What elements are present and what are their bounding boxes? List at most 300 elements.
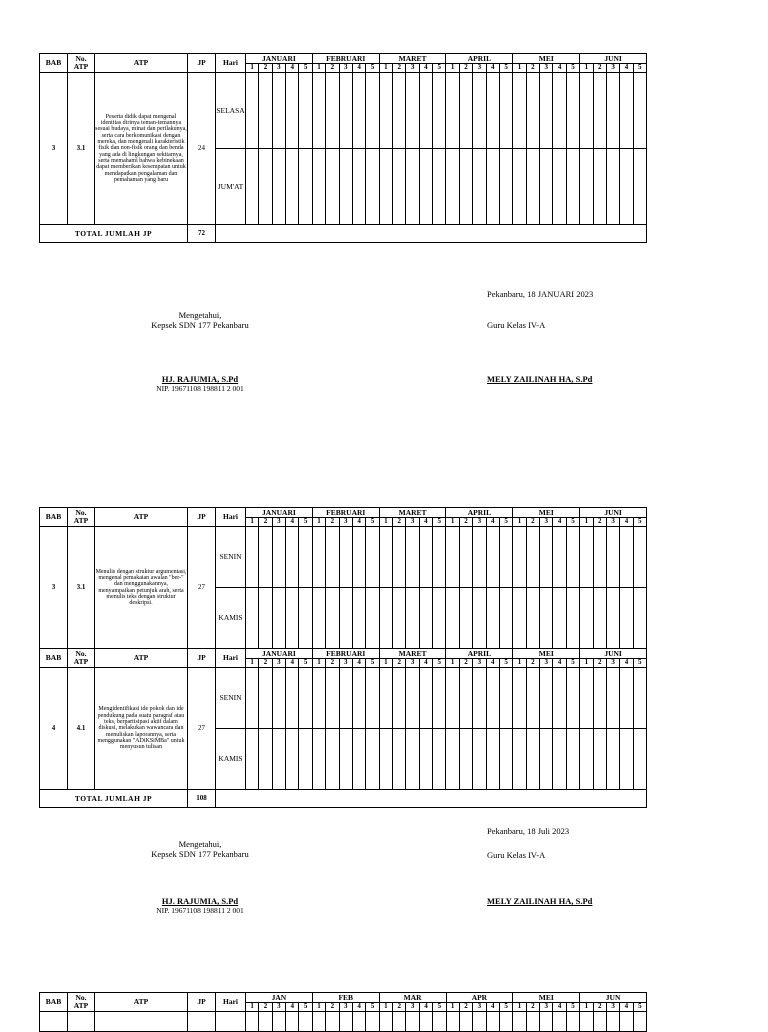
atp-row: [40, 73, 647, 149]
schedule-cell: [326, 527, 339, 588]
schedule-cell: [606, 73, 619, 149]
day-cell: SENIN: [216, 527, 246, 588]
week-number: 4: [352, 518, 365, 527]
atp-number-cell: 3.1: [68, 527, 95, 649]
schedule-cell: [406, 1012, 419, 1032]
schedule-cell: [580, 729, 593, 790]
schedule-cell: [339, 588, 352, 649]
schedule-cell: [459, 668, 472, 729]
schedule-cell: [513, 668, 526, 729]
schedule-cell: [553, 527, 566, 588]
week-number: 3: [606, 518, 619, 527]
principal-name: HJ. RAJUMIA, S.Pd: [161, 374, 239, 384]
schedule-cell: [188, 1012, 216, 1032]
header-bab: BAB: [40, 649, 68, 668]
jp-cell: 27: [188, 668, 216, 790]
schedule-cell: [620, 588, 633, 649]
place-date-1: Pekanbaru, 18 JANUARI 2023: [487, 289, 594, 299]
schedule-cell: [499, 729, 512, 790]
week-number: 2: [459, 659, 472, 668]
schedule-cell: [633, 729, 646, 790]
schedule-cell: [433, 588, 446, 649]
teacher-name: MELY ZAILINAH HA, S.Pd: [487, 374, 593, 384]
schedule-cell: [499, 668, 512, 729]
schedule-cell: [339, 149, 352, 225]
schedule-cell: [379, 729, 392, 790]
month-header: FEB: [312, 993, 379, 1003]
schedule-cell: [246, 527, 259, 588]
week-number: 5: [499, 518, 512, 527]
week-number: 4: [286, 64, 299, 73]
month-header: FEBRUARI: [312, 649, 379, 659]
month-header: FEBRUARI: [312, 54, 379, 64]
schedule-cell: [566, 1012, 579, 1032]
schedule-cell: [393, 729, 406, 790]
month-header: MARET: [379, 508, 446, 518]
schedule-cell: [459, 527, 472, 588]
schedule-cell: [486, 588, 499, 649]
schedule-cell: [459, 1012, 472, 1032]
week-number: 3: [339, 1003, 352, 1012]
month-header: JUN: [580, 993, 647, 1003]
schedule-cell: [513, 729, 526, 790]
schedule-cell: [620, 149, 633, 225]
week-number: 2: [526, 1003, 539, 1012]
schedule-cell: [606, 527, 619, 588]
week-number: 1: [312, 64, 325, 73]
schedule-cell: [499, 73, 512, 149]
schedule-cell: [566, 73, 579, 149]
header-bab: BAB: [40, 993, 68, 1012]
week-number: 3: [406, 518, 419, 527]
week-number: 2: [259, 64, 272, 73]
schedule-cell: [620, 73, 633, 149]
schedule-cell: [286, 729, 299, 790]
week-number: 5: [633, 659, 646, 668]
schedule-cell: [526, 588, 539, 649]
week-number: 5: [299, 659, 312, 668]
schedule-cell: [419, 729, 432, 790]
week-number: 5: [433, 518, 446, 527]
week-number: 1: [513, 64, 526, 73]
schedule-cell: [540, 729, 553, 790]
week-number: 4: [486, 518, 499, 527]
week-number: 2: [326, 518, 339, 527]
schedule-cell: [633, 668, 646, 729]
schedule-cell: [580, 668, 593, 729]
week-number: 5: [299, 1003, 312, 1012]
week-number: 1: [312, 518, 325, 527]
schedule-cell: [580, 149, 593, 225]
place-date-2: Pekanbaru, 18 Juli 2023: [487, 826, 570, 836]
header-atp: ATP: [95, 993, 188, 1012]
schedule-cell: [393, 527, 406, 588]
week-number: 5: [633, 1003, 646, 1012]
header-no: [68, 54, 95, 73]
schedule-cell: [366, 668, 379, 729]
schedule-cell: [326, 588, 339, 649]
schedule-cell: [393, 149, 406, 225]
month-header: APRIL: [446, 54, 513, 64]
week-number: 1: [379, 518, 392, 527]
schedule-cell: [553, 73, 566, 149]
total-value: 108: [188, 790, 216, 808]
schedule-cell: [326, 1012, 339, 1032]
schedule-cell: [459, 588, 472, 649]
total-row: [40, 225, 647, 243]
week-number: 2: [593, 1003, 606, 1012]
schedule-cell: [40, 1012, 68, 1032]
schedule-cell: [580, 588, 593, 649]
month-header: MAR: [379, 993, 446, 1003]
schedule-cell: [486, 73, 499, 149]
schedule-cell: [459, 729, 472, 790]
week-number: 3: [473, 64, 486, 73]
atp-row: [40, 527, 647, 588]
schedule-cell: [393, 73, 406, 149]
total-row: [40, 790, 647, 808]
schedule-cell: [326, 729, 339, 790]
week-number: 5: [566, 659, 579, 668]
schedule-cell: [339, 527, 352, 588]
week-number: 2: [459, 64, 472, 73]
schedule-cell: [446, 668, 459, 729]
left-signature-2: [130, 839, 270, 859]
schedule-cell: [406, 668, 419, 729]
header-jp: JP: [188, 54, 216, 73]
month-header: MEI: [513, 993, 580, 1003]
schedule-cell: [299, 73, 312, 149]
schedule-cell: [433, 73, 446, 149]
jp-cell: 27: [188, 527, 216, 649]
atp-description: Peserta didik dapat mengenal identitas dirinya teman-temannya sesuai budaya, minat dan perilakunya, serta cara berkomunikasi dengan mereka, dan mengenali karakteristik fisik dan non-fisik orang dan benda yang ada di lingkungan sekitarnya, serta memahami bahwa kebinekaan dapat memberikan kesempatan untuk mendapatkan pengalaman dan pemahaman yang baru: [95, 73, 188, 225]
week-number: 2: [459, 518, 472, 527]
principal-name: HJ. RAJUMIA, S.Pd: [161, 896, 239, 906]
week-number: 2: [259, 659, 272, 668]
schedule-cell: [486, 729, 499, 790]
schedule-cell: [379, 73, 392, 149]
header-no: [68, 993, 95, 1012]
week-number: 2: [259, 518, 272, 527]
week-number: 5: [499, 64, 512, 73]
schedule-cell: [633, 527, 646, 588]
header-no-label: No.: [75, 649, 87, 659]
week-number: 3: [606, 659, 619, 668]
schedule-cell: [446, 73, 459, 149]
week-number: 1: [580, 518, 593, 527]
day-cell: SENIN: [216, 668, 246, 729]
total-empty: [216, 225, 647, 243]
week-number: 4: [352, 64, 365, 73]
schedule-cell: [366, 588, 379, 649]
schedule-cell: [352, 588, 365, 649]
week-number: 4: [419, 1003, 432, 1012]
schedule-cell: [540, 588, 553, 649]
schedule-cell: [473, 668, 486, 729]
schedule-cell: [272, 527, 285, 588]
schedule-cell: [540, 73, 553, 149]
week-number: 3: [272, 659, 285, 668]
schedule-cell: [433, 1012, 446, 1032]
schedule-cell: [246, 588, 259, 649]
week-number: 2: [526, 518, 539, 527]
header-hari: Hari: [216, 649, 246, 668]
week-number: 4: [419, 64, 432, 73]
week-number: 5: [299, 64, 312, 73]
schedule-cell: [620, 729, 633, 790]
header-row: [40, 508, 647, 518]
principal-nip: NIP. 19671108 198811 2 001: [156, 906, 244, 916]
total-label: TOTAL JUMLAH JP: [40, 225, 188, 243]
principal-sign-1: [130, 374, 270, 393]
header-atp: ATP: [95, 649, 188, 668]
week-number: 5: [366, 518, 379, 527]
month-header: APRIL: [446, 649, 513, 659]
week-number: 1: [580, 1003, 593, 1012]
week-number: 1: [446, 518, 459, 527]
week-number: 4: [286, 518, 299, 527]
schedule-cell: [312, 527, 325, 588]
header-atp-abbr: ATP: [73, 1001, 89, 1010]
week-number: 4: [419, 518, 432, 527]
atp-description: Menulis dengan struktur argumentasi, mengenal pemakaian awalan "ber-" dan menggunakannya, menyampaikan petunjuk arah, serta menulis teks dengan struktur deskripsi.: [95, 527, 188, 649]
schedule-cell: [299, 527, 312, 588]
schedule-cell: [406, 527, 419, 588]
schedule-cell: [566, 729, 579, 790]
schedule-cell: [553, 729, 566, 790]
header-row: [40, 649, 647, 659]
week-number: 3: [540, 659, 553, 668]
week-number: 3: [339, 659, 352, 668]
header-jp: JP: [188, 993, 216, 1012]
header-atp: ATP: [95, 508, 188, 527]
week-number: 4: [286, 659, 299, 668]
bab-cell: 4: [40, 668, 68, 790]
atp-number-cell: 4.1: [68, 668, 95, 790]
schedule-cell: [286, 668, 299, 729]
schedule-cell: [593, 527, 606, 588]
schedule-cell: [526, 149, 539, 225]
schedule-cell: [352, 668, 365, 729]
week-number: 5: [366, 1003, 379, 1012]
month-header: APRIL: [446, 508, 513, 518]
schedule-cell: [393, 668, 406, 729]
month-header: MEI: [513, 508, 580, 518]
schedule-cell: [486, 149, 499, 225]
schedule-cell: [246, 149, 259, 225]
week-number: 1: [312, 1003, 325, 1012]
header-no: [68, 508, 95, 527]
schedule-cell: [580, 1012, 593, 1032]
schedule-cell: [339, 668, 352, 729]
schedule-cell: [633, 1012, 646, 1032]
week-number: 2: [393, 1003, 406, 1012]
schedule-cell: [393, 588, 406, 649]
schedule-cell: [620, 668, 633, 729]
schedule-cell: [366, 1012, 379, 1032]
principal-nip: NIP. 19671108 198811 2 001: [156, 384, 244, 394]
schedule-cell: [526, 729, 539, 790]
schedule-cell: [312, 729, 325, 790]
schedule-cell: [286, 588, 299, 649]
schedule-cell: [246, 729, 259, 790]
schedule-cell: [446, 527, 459, 588]
schedule-cell: [419, 149, 432, 225]
month-header: MEI: [513, 649, 580, 659]
schedule-cell: [312, 73, 325, 149]
week-number: 5: [499, 659, 512, 668]
week-number: 2: [593, 518, 606, 527]
schedule-cell: [593, 668, 606, 729]
schedule-cell: [459, 73, 472, 149]
week-number: 1: [446, 659, 459, 668]
principal-sign-2: [130, 896, 270, 915]
schedule-cell: [379, 668, 392, 729]
schedule-cell: [419, 668, 432, 729]
week-number: 3: [540, 518, 553, 527]
schedule-cell: [473, 729, 486, 790]
schedule-cell: [259, 668, 272, 729]
schedule-table-2: [39, 507, 647, 808]
header-atp-abbr: ATP: [73, 657, 89, 666]
schedule-cell: [352, 527, 365, 588]
header-atp: ATP: [95, 54, 188, 73]
schedule-cell: [620, 1012, 633, 1032]
schedule-cell: [566, 149, 579, 225]
schedule-cell: [540, 668, 553, 729]
schedule-cell: [259, 149, 272, 225]
schedule-cell: [433, 149, 446, 225]
week-number: 2: [393, 64, 406, 73]
week-number: 3: [272, 518, 285, 527]
schedule-cell: [366, 729, 379, 790]
schedule-cell: [272, 729, 285, 790]
schedule-cell: [379, 149, 392, 225]
day-cell: KAMIS: [216, 729, 246, 790]
schedule-cell: [272, 588, 285, 649]
schedule-cell: [419, 588, 432, 649]
schedule-cell: [246, 73, 259, 149]
week-number: 4: [620, 64, 633, 73]
week-number: 4: [486, 1003, 499, 1012]
week-number: 5: [433, 64, 446, 73]
schedule-cell: [446, 588, 459, 649]
week-number: 2: [459, 1003, 472, 1012]
schedule-cell: [406, 588, 419, 649]
week-number: 4: [553, 659, 566, 668]
schedule-cell: [259, 73, 272, 149]
week-number: 2: [326, 659, 339, 668]
week-number: 5: [433, 1003, 446, 1012]
week-number: 5: [566, 64, 579, 73]
week-number: 1: [246, 64, 259, 73]
schedule-cell: [433, 729, 446, 790]
day-cell: JUM'AT: [216, 149, 246, 225]
week-number: 4: [352, 659, 365, 668]
week-number: 1: [246, 518, 259, 527]
schedule-cell: [312, 668, 325, 729]
schedule-cell: [566, 588, 579, 649]
schedule-cell: [379, 588, 392, 649]
total-label: TOTAL JUMLAH JP: [40, 790, 188, 808]
schedule-cell: [499, 588, 512, 649]
schedule-table-3: [39, 992, 647, 1032]
week-number: 1: [446, 64, 459, 73]
header-row: [40, 993, 647, 1003]
week-number: 2: [393, 659, 406, 668]
schedule-cell: [379, 527, 392, 588]
week-number: 1: [246, 1003, 259, 1012]
schedule-cell: [246, 1012, 259, 1032]
week-number: 5: [633, 518, 646, 527]
schedule-cell: [473, 73, 486, 149]
week-number: 3: [540, 1003, 553, 1012]
schedule-cell: [633, 588, 646, 649]
day-cell: KAMIS: [216, 588, 246, 649]
schedule-cell: [339, 1012, 352, 1032]
schedule-cell: [526, 668, 539, 729]
schedule-cell: [326, 73, 339, 149]
schedule-cell: [553, 1012, 566, 1032]
schedule-cell: [259, 588, 272, 649]
jp-cell: 24: [188, 73, 216, 225]
schedule-cell: [540, 149, 553, 225]
week-number: 3: [339, 518, 352, 527]
week-number: 5: [566, 518, 579, 527]
week-number: 3: [473, 659, 486, 668]
schedule-cell: [312, 1012, 325, 1032]
schedule-cell: [606, 1012, 619, 1032]
week-number: 3: [406, 64, 419, 73]
schedule-cell: [419, 1012, 432, 1032]
schedule-cell: [473, 149, 486, 225]
schedule-cell: [406, 729, 419, 790]
schedule-cell: [580, 73, 593, 149]
schedule-cell: [352, 1012, 365, 1032]
schedule-cell: [272, 149, 285, 225]
schedule-cell: [272, 1012, 285, 1032]
week-number: 5: [499, 1003, 512, 1012]
schedule-cell: [633, 73, 646, 149]
week-number: 2: [593, 64, 606, 73]
schedule-cell: [433, 527, 446, 588]
week-number: 1: [513, 518, 526, 527]
schedule-cell: [499, 527, 512, 588]
atp-row: [40, 1012, 647, 1032]
header-hari: Hari: [216, 508, 246, 527]
week-number: 3: [272, 64, 285, 73]
schedule-cell: [286, 527, 299, 588]
week-number: 1: [513, 659, 526, 668]
header-no-label: No.: [75, 508, 87, 518]
schedule-cell: [513, 149, 526, 225]
month-header: JUNI: [580, 508, 647, 518]
schedule-cell: [459, 149, 472, 225]
week-number: 1: [379, 64, 392, 73]
schedule-cell: [593, 588, 606, 649]
left-signature-1: [130, 310, 270, 330]
schedule-cell: [473, 527, 486, 588]
schedule-cell: [272, 668, 285, 729]
schedule-cell: [513, 527, 526, 588]
teacher-sign-2: [487, 896, 592, 906]
schedule-cell: [246, 668, 259, 729]
schedule-cell: [446, 729, 459, 790]
schedule-cell: [553, 668, 566, 729]
schedule-cell: [593, 73, 606, 149]
schedule-cell: [272, 73, 285, 149]
week-number: 4: [620, 518, 633, 527]
